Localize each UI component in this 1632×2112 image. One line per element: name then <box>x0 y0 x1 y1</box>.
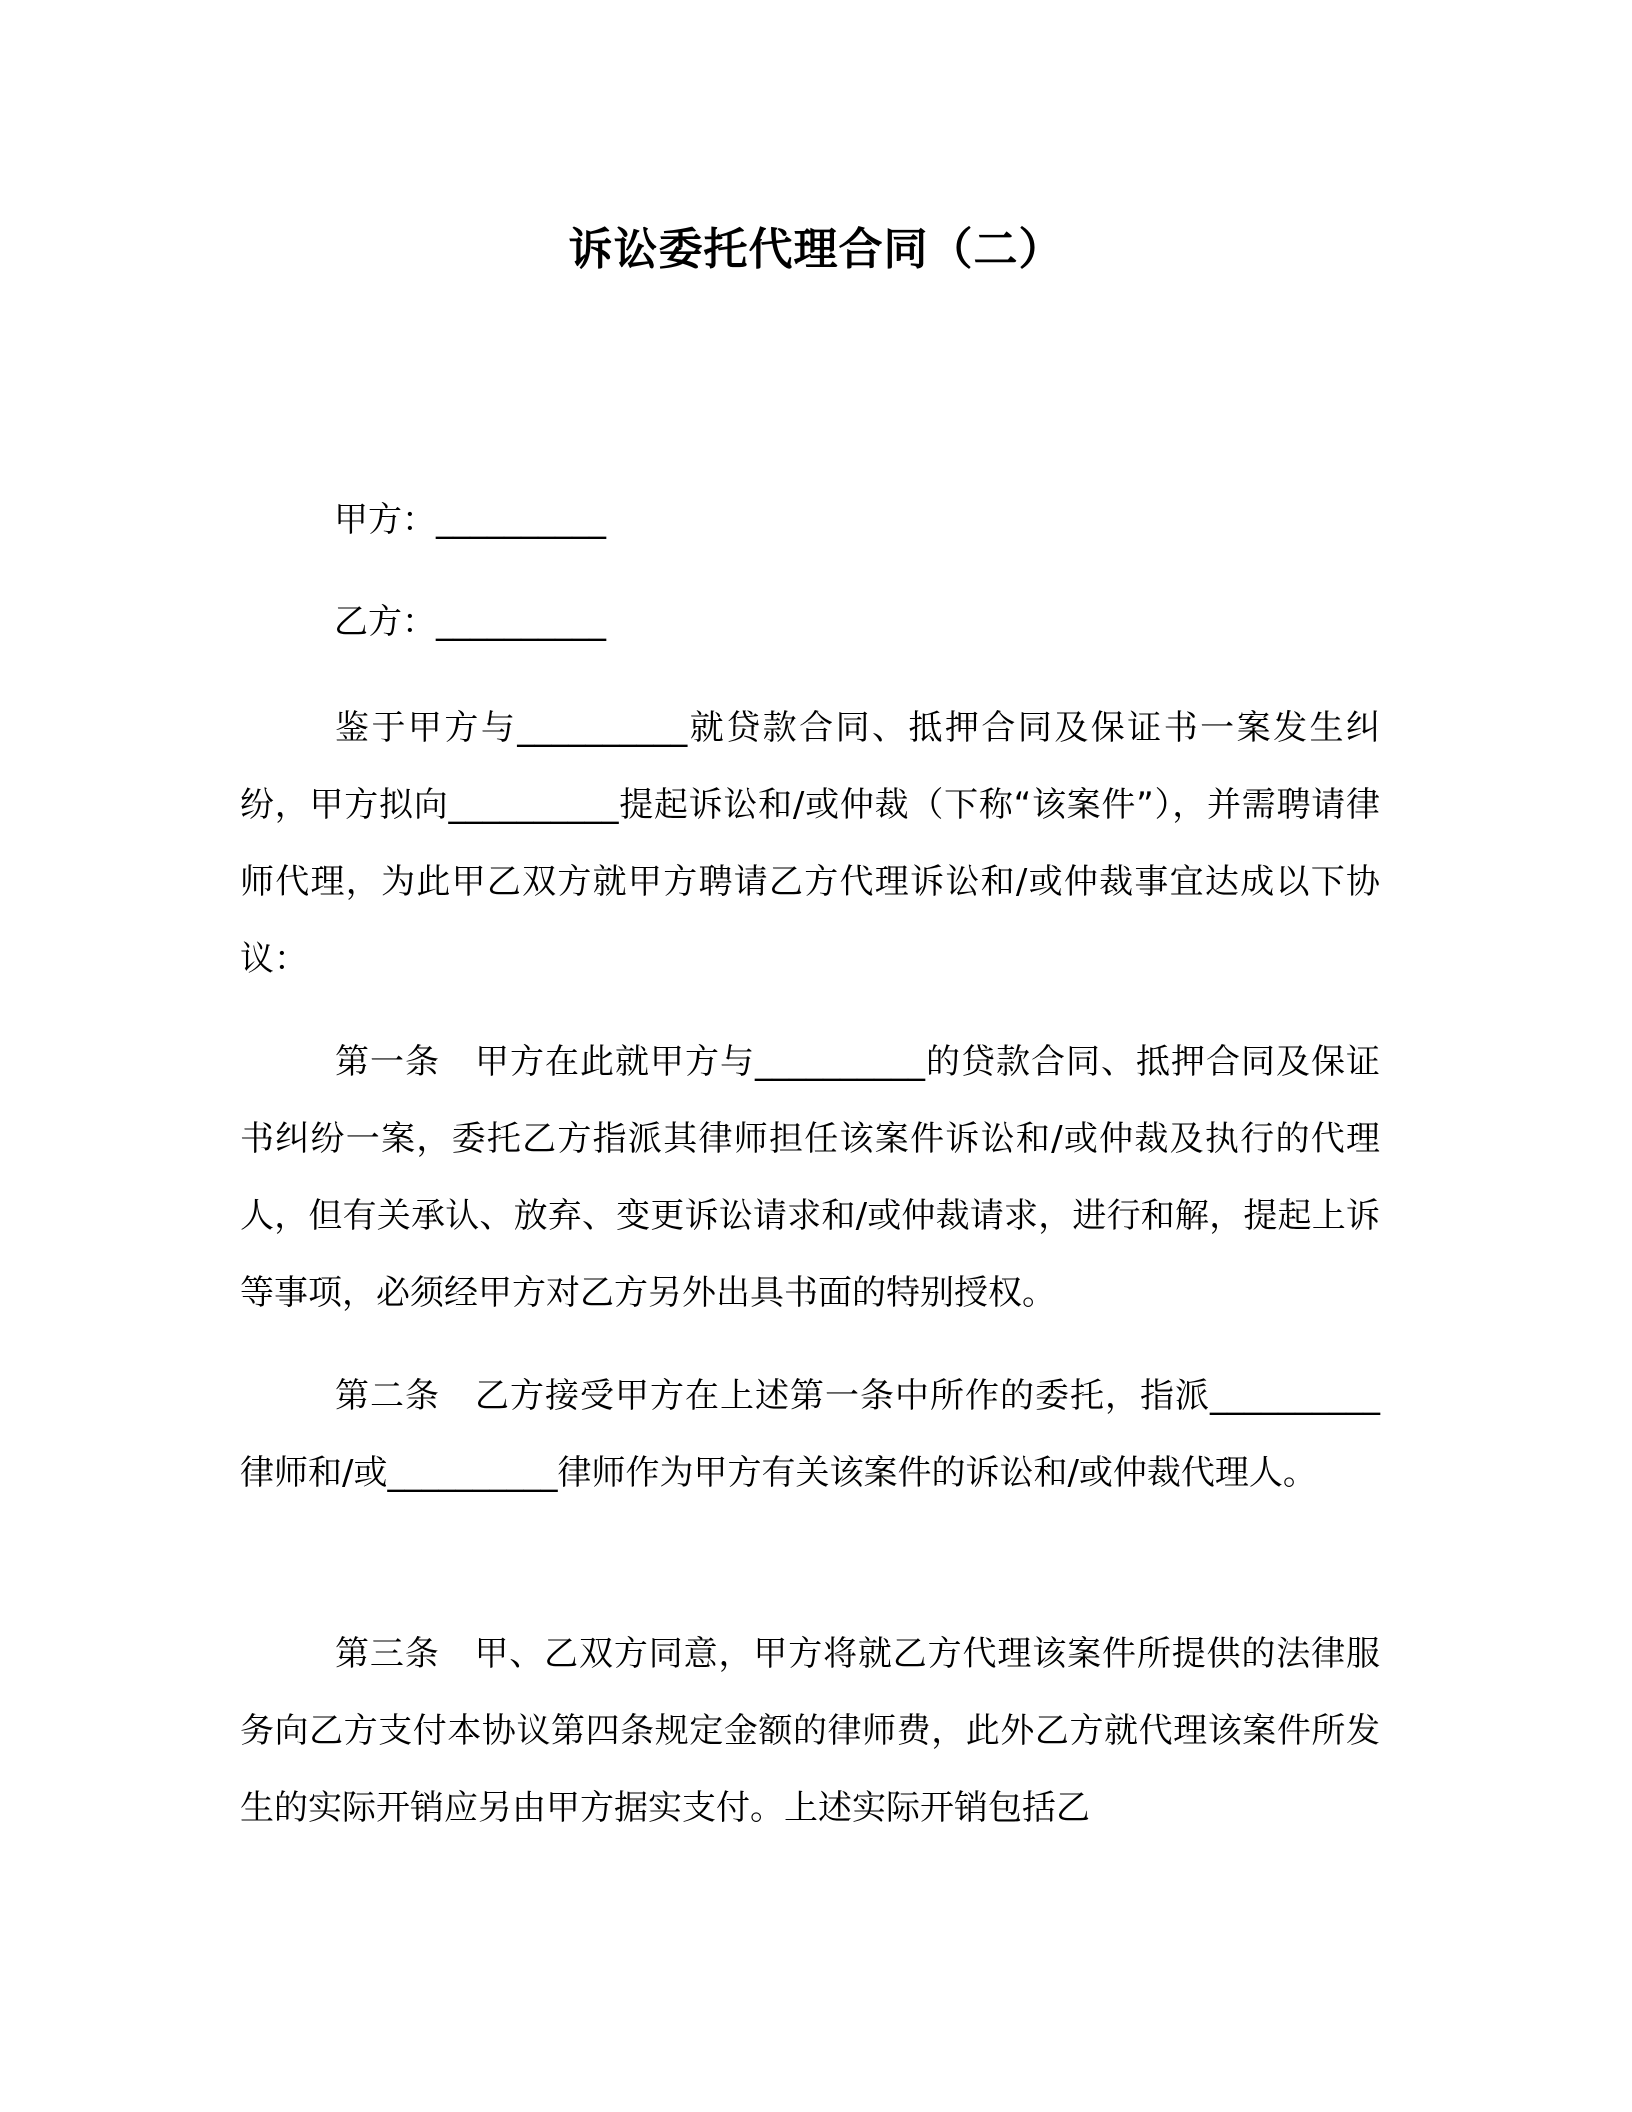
party-b-line: 乙方：__________ <box>334 602 606 642</box>
party-a-line: 甲方：__________ <box>334 500 606 540</box>
article-2-paragraph: 第二条 乙方接受甲方在上述第一条中所作的委托，指派__________律师和/或__________律师作为甲方有关该案件的诉讼和/或仲裁代理人。 <box>240 1376 1380 1493</box>
article-1-paragraph: 第一条 甲方在此就甲方与__________的贷款合同、抵押合同及保证书纠纷一案，委托乙方指派其律师担任该案件诉讼和/或仲裁及执行的代理人，但有关承认、放弃、变更诉讼请求和/或仲裁请求，进行和解，提起上诉等事项，必须经甲方对乙方另外出具书面的特别授权。 <box>240 1042 1380 1313</box>
article-3-paragraph: 第三条 甲、乙双方同意，甲方将就乙方代理该案件所提供的法律服务向乙方支付本协议第四条规定金额的律师费，此外乙方就代理该案件所发生的实际开销应另由甲方据实支付。上述实际开销包括乙 <box>240 1634 1380 1828</box>
document-title: 诉讼委托代理合同（二） <box>568 224 1064 275</box>
preamble-paragraph: 鉴于甲方与__________就贷款合同、抵押合同及保证书一案发生纠纷，甲方拟向__________提起诉讼和/或仲裁（下称“该案件”），并需聘请律师代理，为此甲乙双方就甲方聘请乙方代理诉讼和/或仲裁事宜达成以下协议： <box>240 708 1380 979</box>
